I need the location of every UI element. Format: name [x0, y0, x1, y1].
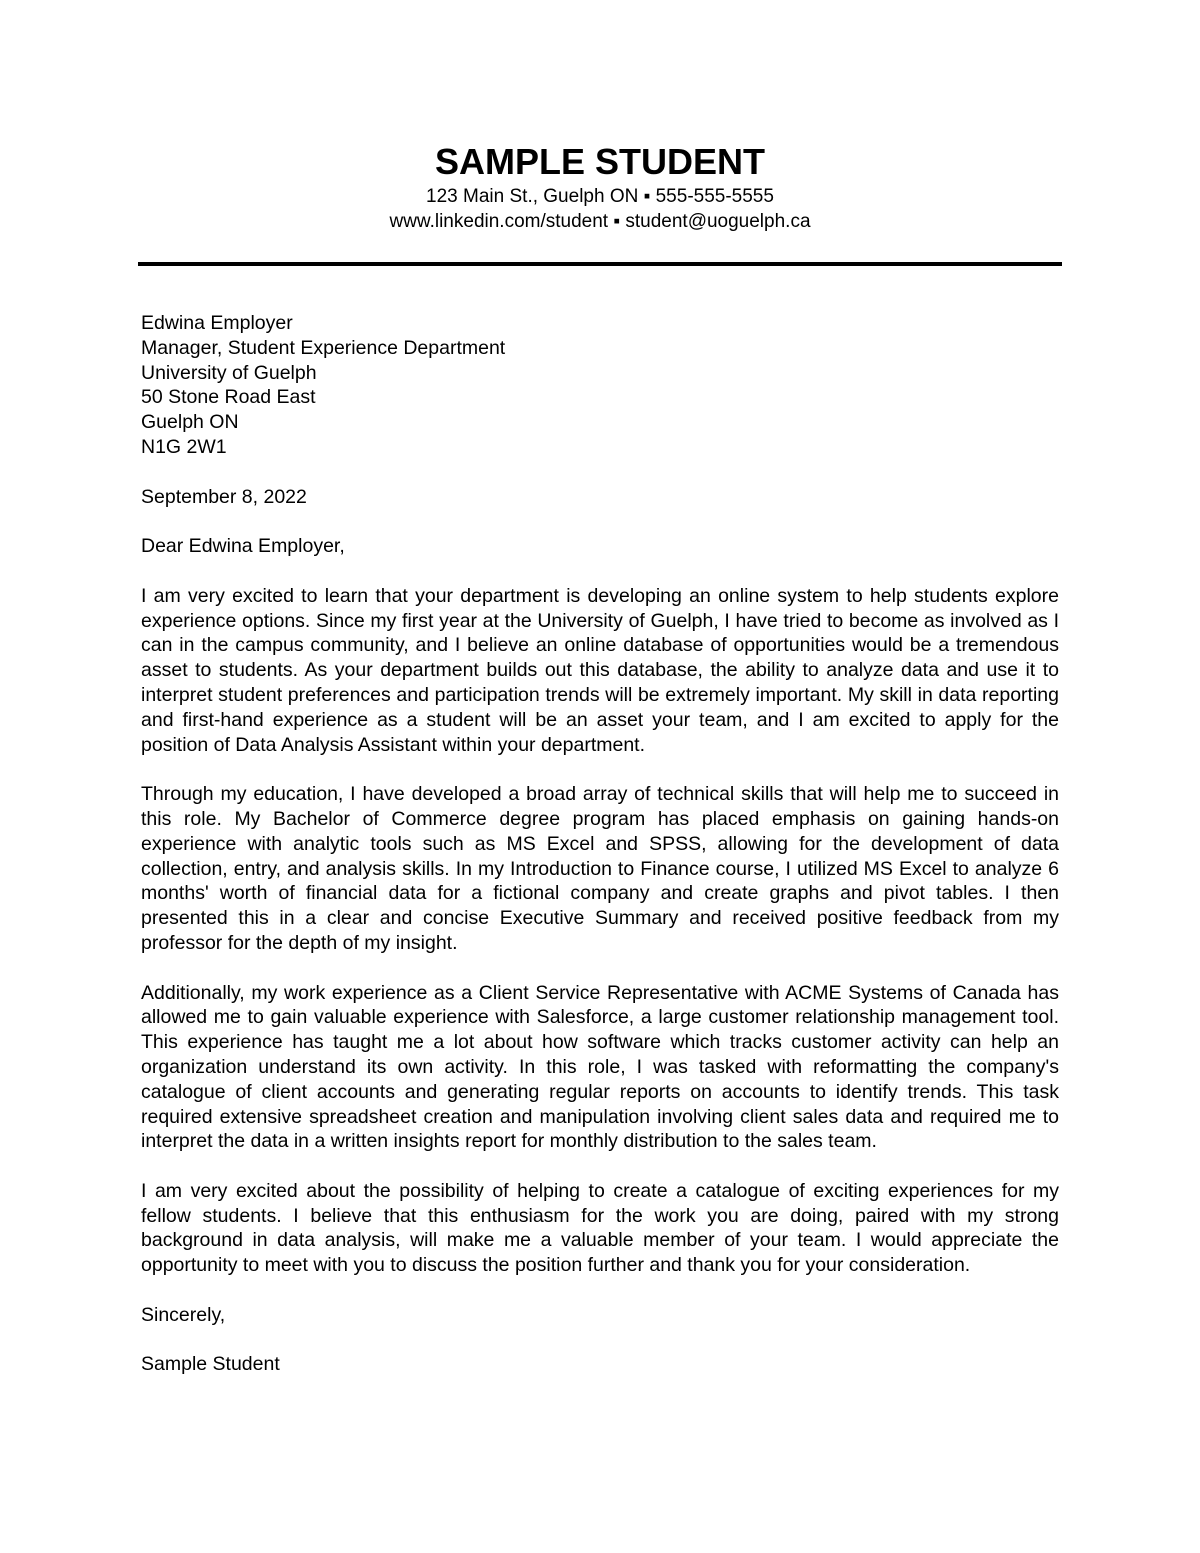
letter-date: September 8, 2022 — [141, 485, 307, 508]
header-divider — [138, 262, 1062, 266]
recipient-organization: University of Guelph — [141, 361, 317, 384]
recipient-title: Manager, Student Experience Department — [141, 336, 506, 359]
paragraph-intro: I am very excited to learn that your department is developing an online system to help students explore experience options. Since my first year at the University of Guelph, I have tried to become as involved as I can in the campus community, and I believe an online database of opportunities would be a tremendous asset to students. As your department builds out this database, the ability to analyze data and use it to interpret student preferences and participation trends will be extremely important. My skill in data reporting and first-hand experience as a student will be an asset your team, and I am excited to apply for the position of Data Analysis Assistant within your department. — [141, 584, 1059, 756]
signature: Sample Student — [141, 1353, 280, 1376]
salutation: Dear Edwina Employer, — [141, 535, 345, 558]
recipient-name: Edwina Employer — [141, 312, 293, 334]
sender-name: SAMPLE STUDENT — [434, 141, 765, 182]
sender-address-phone: 123 Main St., Guelph ON ▪ 555-555-5555 — [426, 186, 774, 207]
paragraph-work-experience: Additionally, my work experience as a Client Service Representative with ACME Systems of Canada has allowed me to gain valuable experience with Salesforce, a large customer relationship management tool. This experience has taught me a lot about how software which tracks customer activity can help an organization understand its own activity. In this role, I was tasked with reformatting the company's catalogue of client accounts and generating regular reports on accounts to identify trends. This task required extensive spreadsheet creation and manipulation involving client sales data and required me to interpret the data in a written insights report for monthly distribution to the sales team. — [141, 981, 1059, 1153]
sender-linkedin-email: www.linkedin.com/student ▪ student@uoguelph.ca — [389, 211, 811, 232]
recipient-address — [141, 311, 1059, 460]
recipient-street: 50 Stone Road East — [141, 386, 316, 409]
recipient-city: Guelph ON — [141, 411, 239, 434]
paragraph-education: Through my education, I have developed a broad array of technical skills that will help me to succeed in this role. My Bachelor of Commerce degree program has placed emphasis on gaining hands-on experience with analytic tools such as MS Excel and SPSS, allowing for the development of data collection, entry, and analysis skills. In my Introduction to Finance course, I utilized MS Excel to analyze 6 months' worth of financial data for a fictional company and create graphs and pivot tables. I then presented this in a clear and concise Executive Summary and received positive feedback from my professor for the depth of my insight. — [141, 783, 1059, 954]
letter-body — [141, 311, 1059, 1377]
recipient-postal-code: N1G 2W1 — [141, 435, 227, 458]
closing: Sincerely, — [141, 1303, 226, 1326]
paragraph-closing: I am very excited about the possibility of helping to create a catalogue of exciting experiences for my fellow students. I believe that this enthusiasm for the work you are doing, paired with my strong background in data analysis, will make me a valuable member of your team. I would appreciate the opportunity to meet with you to discuss the position further and thank you for your consideration. — [141, 1179, 1059, 1277]
letterhead — [0, 140, 1200, 234]
